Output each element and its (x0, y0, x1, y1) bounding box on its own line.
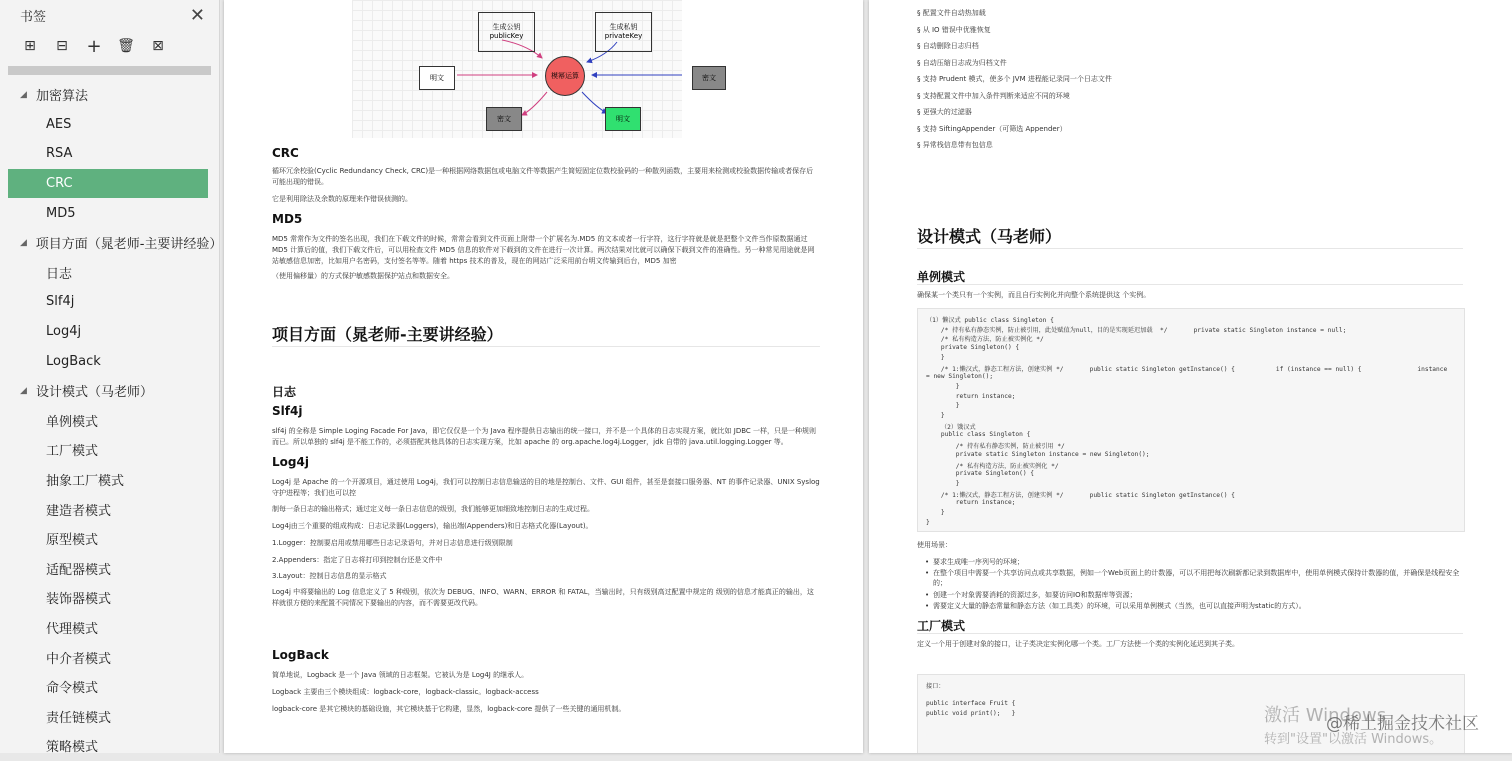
usage-item: • 要求生成唯一序列号的环境； (933, 557, 1463, 567)
bookmark-item[interactable] (0, 258, 219, 288)
divider (917, 284, 1463, 285)
activate-windows-subtitle: 转到"设置"以激活 Windows。 (1264, 732, 1443, 747)
bookmark-item[interactable] (0, 731, 219, 761)
design-patterns-heading: 设计模式（马老师） (917, 227, 1062, 246)
bookmark-item[interactable] (0, 435, 219, 465)
feature-item: § 异常栈信息带有包信息 (917, 141, 993, 149)
logback-paragraph-1: 简单地说，Logback 是一个 Java 领域的日志框架。它被认为是 Log4J 的继承人。 (272, 671, 529, 679)
divider (272, 346, 820, 347)
usage-title: 使用场景： (917, 541, 952, 549)
code-line: } (926, 353, 945, 361)
bookmark-item[interactable] (0, 583, 219, 613)
slf4j-heading: Slf4j (272, 404, 303, 418)
logback-paragraph-3: logback-core 是其它模块的基础设施，其它模块基于它构建，显然，logback-core 提供了一些关键的通用机制。 (272, 705, 626, 713)
bookmark-label: 单例模式 (46, 414, 99, 430)
bookmark-label: LogBack (46, 353, 101, 369)
bookmark-label: Log4j (46, 324, 82, 340)
expand-caret-icon[interactable]: ◢ (20, 237, 27, 248)
bookmark-item[interactable] (0, 524, 219, 554)
bookmark-label: 日志 (46, 266, 73, 282)
singleton-heading: 单例模式 (917, 270, 966, 284)
diagram-ciphertext-out: 密文 (486, 107, 522, 131)
expand-all-icon[interactable]: ⊞ (24, 38, 36, 54)
expand-caret-icon[interactable]: ◢ (20, 89, 27, 100)
delete-all-icon[interactable]: ⊠ (152, 38, 164, 54)
log4j-heading: Log4j (272, 455, 309, 469)
factory-heading: 工厂模式 (917, 619, 966, 633)
log4j-paragraph-3: Log4j由三个重要的组成构成：日志记录器(Loggers)，输出端(Appenders)和日志格式化器(Layout)。 (272, 522, 593, 530)
md5-heading: MD5 (272, 212, 303, 226)
bookmark-label: 代理模式 (46, 621, 99, 637)
bookmark-item[interactable] (0, 554, 219, 584)
bookmark-item[interactable] (0, 672, 219, 702)
code-line: } (926, 479, 960, 487)
feature-item: § 从 IO 错误中优雅恢复 (917, 25, 991, 34)
bookmark-label: 适配器模式 (46, 562, 112, 578)
logback-paragraph-2: Logback 主要由三个模块组成：logback-core，logback-classic。logback-access (272, 688, 539, 696)
bookmark-item[interactable] (0, 642, 219, 672)
brand-watermark: @稀土掘金技术社区 (1326, 714, 1479, 734)
slf4j-paragraph: slf4j 的全称是 Simple Loging Facade For Java，即它仅仅是一个为 Java 程序提供日志输出的统一接口，并不是一个具体的日志实现方案，就比如 JDBC 一样，只是一种规则而已。所以单独的 slf4j 是不能工作的，必须搭配其他具体的日志实现方案，比如 apache 的 org.apache.log4j.Logger，jdk 自带的 java.util.logging.Logger 等。 (272, 427, 817, 446)
log4j-paragraph-7: Log4j 中将要输出的 Log 信息定义了 5 种级别，依次为 DEBUG、INFO、WARN、ERROR 和 FATAL，当输出时，只有级别高过配置中规定的 级别的信息才能真正的输出，这样就很方便的来配置不同情况下要输出的内容，而不需要更改代码。 (272, 588, 814, 607)
bookmark-item[interactable] (8, 169, 208, 199)
code-line: return instance; (926, 499, 1016, 507)
bookmark-label: CRC (46, 176, 73, 192)
bookmark-item[interactable] (0, 465, 219, 495)
bookmark-item[interactable] (0, 494, 219, 524)
bookmark-label: RSA (46, 146, 73, 162)
code-line: return instance; (926, 392, 1016, 400)
project-heading: 项目方面（晁老师-主要讲经验） (272, 325, 503, 344)
add-bookmark-icon[interactable]: + (86, 35, 102, 57)
bookmark-label: Slf4j (46, 294, 75, 310)
bookmark-label: 责任链模式 (46, 710, 112, 726)
log4j-paragraph-4: 1.Logger：控制要启用或禁用哪些日志记录语句，并对日志信息进行级别限制 (272, 539, 513, 547)
divider (917, 248, 1463, 249)
code-line: private Singleton() { (926, 470, 1035, 478)
code-line: /* 私有构造方法，防止被实例化 */ (926, 336, 1044, 344)
bookmark-item[interactable] (0, 80, 219, 110)
singleton-code-block (917, 308, 1465, 532)
diagram-core: 模幂运算 (545, 56, 585, 96)
usage-item: • 创建一个对象需要消耗的资源过多，如要访问IO和数据库等资源； (933, 590, 1463, 600)
divider (917, 633, 1463, 634)
code-line: /* 私有构造方法，防止被实例化 */ (926, 462, 1059, 470)
diagram-privkey: 生成私钥 privateKey (595, 12, 652, 52)
feature-item: § 自动删除日志归档 (917, 42, 979, 50)
bookmark-item[interactable] (0, 228, 223, 258)
code-line: public class Singleton { (926, 431, 1031, 439)
diagram-pubkey: 生成公钥 publicKey (478, 12, 535, 52)
bookmark-label: 工厂模式 (46, 444, 99, 460)
scroll-indicator[interactable] (8, 66, 211, 75)
bookmark-item[interactable] (0, 701, 219, 731)
bookmark-item[interactable] (0, 287, 219, 317)
code-line: /* 持有私有静态实例，防止被引用，此处赋值为null，目的是实现延迟加载 */ private static Singleton instance = null; (926, 326, 1347, 334)
bookmark-label: 项目方面（晁老师-主要讲经验） (35, 237, 223, 253)
bookmark-item[interactable] (0, 139, 219, 169)
bookmark-item[interactable] (0, 110, 219, 140)
expand-caret-icon[interactable]: ◢ (20, 385, 27, 396)
delete-icon[interactable]: 🗑 (117, 38, 135, 54)
code-line: public void print(); } (926, 710, 1016, 718)
code-line: （2）饿汉式 (926, 423, 976, 431)
code-line: /* 1:懒汉式，静态工程方法，创建实例 */ public static Singleton getInstance() { if (instance == null) { instance (926, 365, 1448, 373)
bookmark-item[interactable] (0, 406, 219, 436)
bookmark-item[interactable] (0, 198, 219, 228)
bookmark-label: 装饰器模式 (46, 592, 112, 608)
log4j-paragraph-1: Log4j 是 Apache 的一个开源项目，通过使用 Log4j，我们可以控制日志信息输送的目的地是控制台、文件、GUI 组件，甚至是套接口服务器、NT 的事件记录器、UNIX Syslog 守护进程等；我们也可以控 (272, 478, 820, 497)
crc-paragraph-1: 循环冗余校验(Cyclic Redundancy Check, CRC)是一种根据网络数据包或电脑文件等数据产生简短固定位数校验码的一种散列函数，主要用来检测或校验数据传输或者保存后可能出现的错误。 (272, 167, 814, 186)
diagram-ciphertext-in: 密文 (692, 66, 726, 90)
bookmark-label: 抽象工厂模式 (46, 474, 125, 490)
bookmark-tree (0, 80, 223, 761)
feature-item: § 配置文件自动热加载 (917, 9, 986, 17)
bookmark-item[interactable] (0, 346, 219, 376)
bookmark-label: 中介者模式 (46, 651, 112, 667)
code-line: } (926, 382, 960, 390)
logback-heading: LogBack (272, 648, 329, 662)
bookmark-label: 建造者模式 (46, 503, 112, 519)
code-line: public interface Fruit { (926, 700, 1016, 708)
bookmark-item[interactable] (0, 613, 219, 643)
factory-paragraph: 定义一个用于创建对象的接口，让子类决定实例化哪一个类。工厂方法使一个类的实例化延迟到其子类。 (917, 640, 1239, 648)
feature-item: § 支持 Prudent 模式，使多个 JVM 进程能记录同一个日志文件 (917, 75, 1112, 83)
bookmark-item[interactable] (0, 317, 219, 347)
crc-heading: CRC (272, 146, 299, 160)
bookmark-label: MD5 (46, 205, 76, 221)
bookmark-label: AES (46, 116, 72, 132)
pdf-page-right (869, 0, 1512, 753)
bookmark-label: 原型模式 (46, 533, 99, 549)
usage-item: • 需要定义大量的静态常量和静态方法（如工具类）的环境，可以采用单例模式（当然，也可以直接声明为static的方式）。 (933, 601, 1463, 611)
bookmark-item[interactable] (0, 376, 219, 406)
diagram-plaintext-out: 明文 (605, 107, 641, 131)
crc-paragraph-2: 它是利用除法及余数的原理来作错误侦测的。 (272, 195, 412, 203)
bookmarks-header (0, 0, 219, 30)
feature-item: § 自动压缩日志成为归档文件 (917, 58, 1007, 67)
code-line: private static Singleton instance = new Singleton(); (926, 450, 1150, 458)
rsa-diagram (352, 0, 716, 138)
log4j-paragraph-2: 制每一条日志的输出格式；通过定义每一条日志信息的级别，我们能够更加细致地控制日志的生成过程。 (272, 505, 594, 513)
bookmark-label: 加密算法 (36, 89, 89, 105)
code-line: /* 持有私有静态实例，防止被引用 */ (926, 443, 1065, 451)
md5-paragraph-1: MD5 常常作为文件的签名出现，我们在下载文件的时候，常常会看到文件页面上附带一个扩展名为.MD5 的文本或者一行字符，这行字符就是就是把整个文件当作原数据通过 MD5 计算后的值，我们下载文件后，可以用检查文件 MD5 信息的软件对下载到的文件在进行一次计算。两次结果对比就可以确保下载到文件的准确性。另一种常见用途就是网站敏感信息加密，比如用户名密码，支付签名等等。随着 https 技术的普及，现在的网站广泛采用前台明文传输到后台，MD5 加密 (272, 235, 815, 265)
bookmarks-panel (0, 0, 223, 756)
usage-item: • 在整个项目中需要一个共享访问点或共享数据，例如一个Web页面上的计数器，可以不用把每次刷新都记录到数据库中，使用单例模式保持计数器的值，并确保是线程安全的； (933, 568, 1463, 588)
log4j-paragraph-5: 2.Appenders：指定了日志将打印到控制台还是文件中 (272, 556, 443, 564)
activate-windows-title: 激活 Windows (1264, 705, 1387, 726)
collapse-all-icon[interactable]: ⊟ (56, 38, 68, 54)
pdf-page-left (224, 0, 863, 753)
bookmarks-toolbar (0, 30, 219, 62)
diagram-plaintext: 明文 (419, 66, 455, 90)
code-line: （1）懒汉式 public class Singleton { (926, 317, 1054, 324)
bookmark-label: 命令模式 (46, 681, 99, 697)
code-line: 接口： (926, 683, 945, 690)
code-line: } (926, 518, 930, 526)
code-line: private Singleton() { (926, 344, 1020, 352)
code-line: } (926, 402, 960, 410)
singleton-paragraph: 确保某一个类只有一个实例，而且自行实例化并向整个系统提供这 个实例。 (917, 291, 1151, 299)
bookmarks-title: 书签 (20, 9, 47, 25)
log4j-paragraph-6: 3.Layout：控制日志信息的显示格式 (272, 572, 387, 580)
code-line: /* 1:懒汉式，静态工程方法，创建实例 */ public static Singleton getInstance() { (926, 491, 1235, 499)
bookmark-label: 策略模式 (46, 740, 99, 756)
code-line: } (926, 412, 945, 419)
feature-item: § 支持配置文件中加入条件判断来适应不同的环境 (917, 91, 1070, 100)
md5-paragraph-2: （使用偏移量）的方式保护敏感数据保护站点和数据安全。 (272, 272, 454, 280)
feature-item: § 支持 SiftingAppender（可筛选 Appender） (917, 124, 1067, 133)
log-heading: 日志 (272, 385, 297, 399)
close-icon[interactable]: ✕ (189, 4, 205, 26)
code-line: } (926, 509, 945, 516)
bookmark-label: 设计模式（马老师） (36, 385, 154, 401)
feature-item: § 更强大的过滤器 (917, 108, 972, 116)
code-line: = new Singleton(); (926, 373, 994, 381)
